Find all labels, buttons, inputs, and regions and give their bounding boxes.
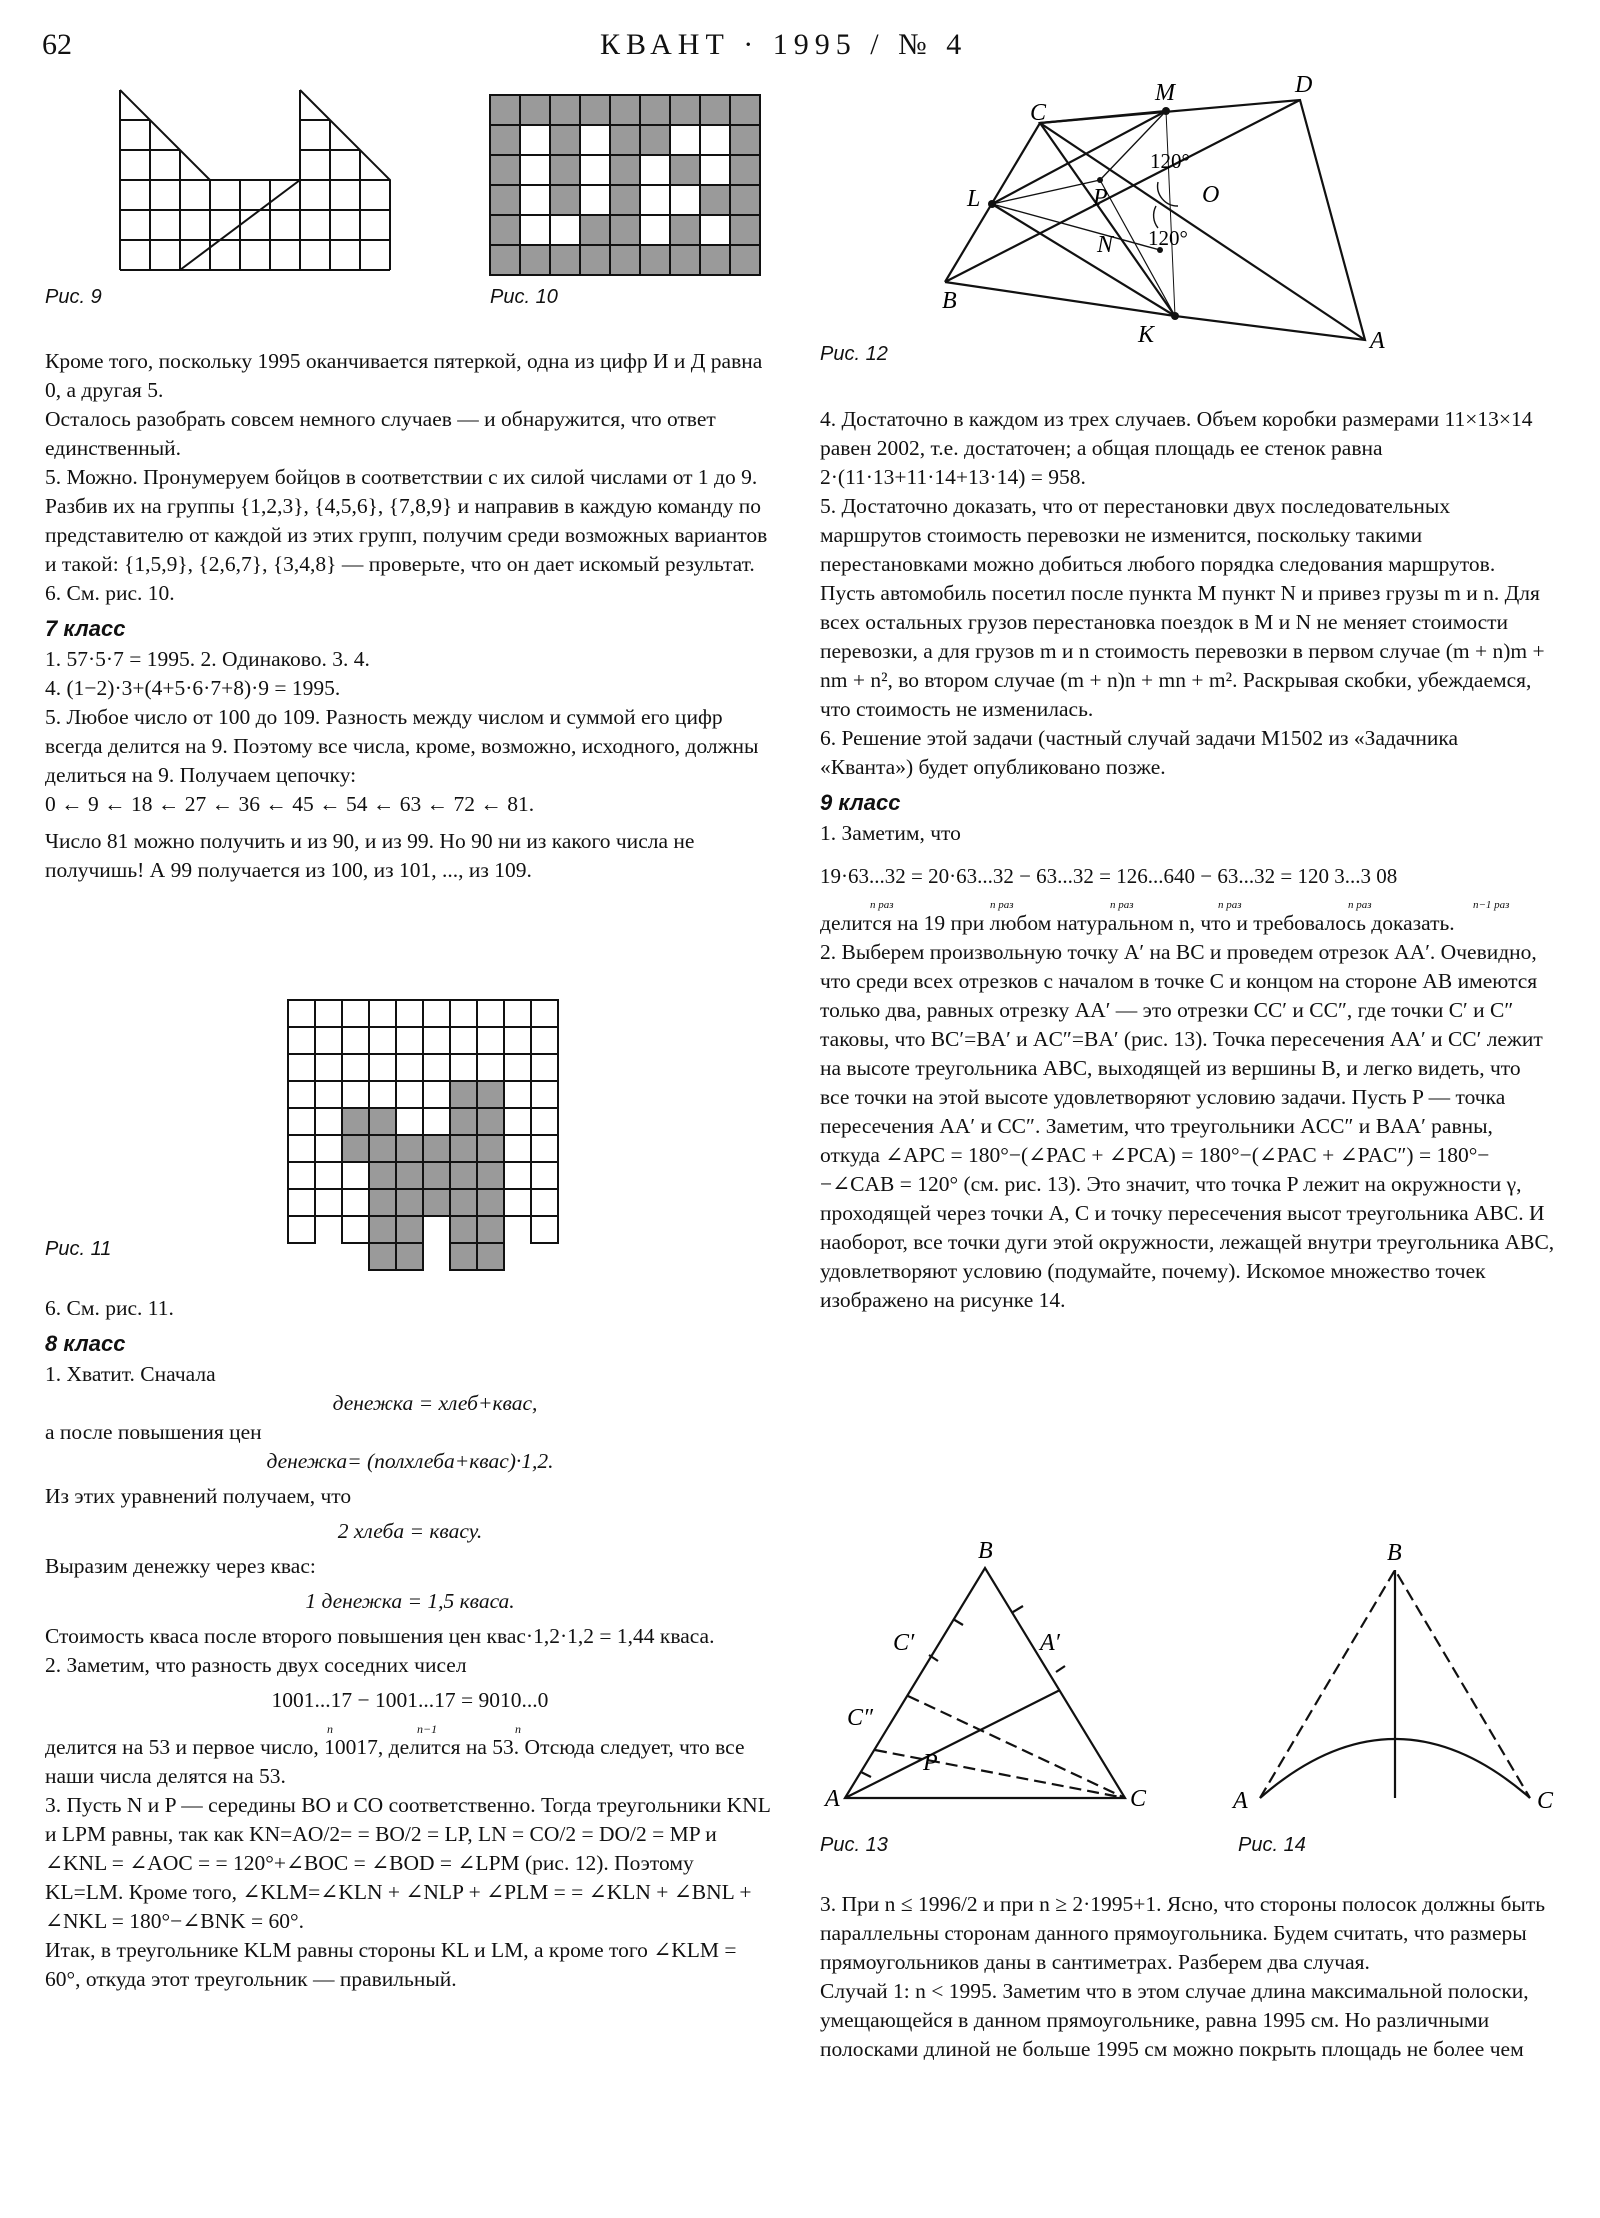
fig10-cell: [550, 245, 580, 275]
fig12-angle-upper: 120°: [1150, 149, 1190, 173]
fig11-cell: [288, 1108, 315, 1135]
under-4: n раз: [1218, 899, 1242, 911]
fig13-label-C2: C″: [847, 1705, 874, 1731]
fig11-cell: [450, 1162, 477, 1189]
fig11-cell: [369, 1189, 396, 1216]
fig11-cell: [315, 1081, 342, 1108]
fig11-cell: [450, 1108, 477, 1135]
fig11-cell: [477, 1054, 504, 1081]
fig11-cell: [477, 1108, 504, 1135]
fig10-cell: [580, 215, 610, 245]
left-p16: 2. Заметим, что разность двух соседних чисел: [45, 1653, 467, 1677]
fig11-cell: [369, 1108, 396, 1135]
fig10-cell: [550, 95, 580, 125]
fig10-cell: [640, 185, 670, 215]
right-p1: 4. Достаточно в каждом из трех случаев. Объем коробки размерами 11×13×14 равен 2002, т.е. достаточен; а общая площадь ее стенок равна 2·(11·13+11·14+13·14) = 958.: [820, 407, 1533, 489]
page-number: 62: [42, 28, 72, 61]
figure-14: [1225, 1540, 1565, 1820]
fig11-cell: [423, 1054, 450, 1081]
fig12-label-K: K: [1138, 322, 1155, 348]
fig10-cell: [550, 155, 580, 185]
fig12-label-O: O: [1202, 182, 1220, 208]
under-3: n раз: [1110, 899, 1134, 911]
fig11-cell: [369, 1000, 396, 1027]
right-p7: 3. При n ≤ 1996/2 и при n ≥ 2·1995+1. Ясно, что стороны полосок должны быть параллельны сторонам данного прямоугольника. Будем считать, что размеры прямоугольников даны в сантиметрах. Разберем два случая.: [820, 1892, 1546, 1974]
fig10-cell: [610, 155, 640, 185]
fig11-cell: [477, 1243, 504, 1270]
fig10-cell: [640, 155, 670, 185]
fig11-cell: [396, 1243, 423, 1270]
formula-5-under: [45, 1715, 775, 1736]
fig11-cell: [342, 1081, 369, 1108]
fig11-cell: [504, 1054, 531, 1081]
fig10-cell: [520, 125, 550, 155]
fig11-cell: [531, 1108, 558, 1135]
fig10-cell: [730, 185, 760, 215]
fig11-cell: [477, 1081, 504, 1108]
right-column-lower: [820, 1890, 1555, 2064]
section-8-class: 8 класс: [45, 1331, 126, 1356]
fig9-caption: Рис. 9: [45, 286, 102, 308]
fig11-cell: [450, 1189, 477, 1216]
right-p4: 1. Заметим, что: [820, 821, 961, 845]
formula-5-under-2: n−1: [417, 1722, 438, 1736]
fig10-cell: [580, 125, 610, 155]
figure-11: [288, 1000, 558, 1250]
fig10-cell: [700, 95, 730, 125]
fig12-label-M: M: [1155, 80, 1175, 106]
fig11-cell: [288, 1135, 315, 1162]
fig11-cell: [477, 1162, 504, 1189]
fig10-cell: [730, 155, 760, 185]
fig11-cell: [423, 1135, 450, 1162]
fig14-label-B: B: [1387, 1540, 1402, 1566]
fig11-cell: [315, 1108, 342, 1135]
fig11-cell: [504, 1189, 531, 1216]
fig10-cell: [670, 215, 700, 245]
fig11-cell: [396, 1000, 423, 1027]
section-9-class: 9 класс: [820, 790, 901, 815]
right-p8: Случай 1: n < 1995. Заметим что в этом случае длина максимальной полоски, умещающейся в данном прямоугольнике, равна 1995 см. Но различными полосками длиной не больше 1995 см можно покрыть площадь не более чем: [820, 1979, 1529, 2061]
left-p19: Итак, в треугольнике KLM равны стороны KL и LM, а кроме того ∠KLM = 60°, откуда этот треугольник — правильный.: [45, 1938, 737, 1991]
fig13-label-A: A: [825, 1786, 840, 1812]
fig11-cell: [396, 1135, 423, 1162]
fig11-cell: [342, 1054, 369, 1081]
fig11-cell: [342, 1000, 369, 1027]
under-5: n раз: [1348, 899, 1372, 911]
fig11-cell: [288, 1027, 315, 1054]
left-p10: 6. См. рис. 11.: [45, 1296, 174, 1320]
fig12-label-C: C: [1030, 100, 1047, 126]
fig11-cell: [531, 1162, 558, 1189]
fig10-cell: [520, 185, 550, 215]
fig10-cell: [610, 185, 640, 215]
fig11-cell: [396, 1027, 423, 1054]
fig10-cell: [640, 95, 670, 125]
left-p7: 5. Любое число от 100 до 109. Разность между числом и суммой его цифр всегда делится на 9. Поэтому все числа, кроме, возможно, исходного, должны делиться на 9. Получаем цепочку:: [45, 705, 759, 787]
left-p11: 1. Хватит. Сначала: [45, 1362, 216, 1386]
fig10-cell: [520, 155, 550, 185]
left-p6: 4. (1−2)·3+(4+5·6·7+8)·9 = 1995.: [45, 676, 341, 700]
left-column: [45, 347, 775, 885]
formula-9-1-under: [820, 891, 1555, 909]
fig10-cell: [700, 215, 730, 245]
fig11-cell: [450, 1027, 477, 1054]
fig11-cell: [315, 1054, 342, 1081]
fig11-cell: [504, 1108, 531, 1135]
fig10-cell: [730, 245, 760, 275]
fig11-cell: [504, 1000, 531, 1027]
fig10-cell: [580, 185, 610, 215]
fig11-cell: [396, 1162, 423, 1189]
fig11-cell: [315, 1162, 342, 1189]
fig10-cell: [730, 215, 760, 245]
fig11-cell: [450, 1054, 477, 1081]
left-p9: Число 81 можно получить и из 90, и из 99. Но 90 ни из какого числа не получишь! А 99 получается из 100, из 101, ..., из 109.: [45, 829, 695, 882]
fig14-label-A: A: [1233, 1788, 1248, 1814]
fig11-cell: [450, 1135, 477, 1162]
fig11-cell: [423, 1081, 450, 1108]
fig11-cell: [423, 1027, 450, 1054]
fig12-caption: Рис. 12: [820, 343, 888, 365]
fig10-cell: [730, 125, 760, 155]
fig11-cell: [450, 1216, 477, 1243]
fig11-cell: [477, 1000, 504, 1027]
fig11-cell: [531, 1081, 558, 1108]
fig10-cell: [520, 95, 550, 125]
formula-3: 2 хлеба = квасу.: [337, 1519, 483, 1543]
fig11-cell: [477, 1216, 504, 1243]
fig10-cell: [700, 185, 730, 215]
fig13-label-C1: C′: [893, 1630, 915, 1656]
fig11-cell: [423, 1108, 450, 1135]
fig10-cell: [550, 125, 580, 155]
formula-1: денежка = хлеб+квас,: [332, 1391, 538, 1415]
fig11-cell: [369, 1054, 396, 1081]
fig14-caption: Рис. 14: [1238, 1834, 1306, 1856]
journal-title: КВАНТ · 1995 / № 4: [600, 28, 968, 61]
left-p15: Стоимость кваса после второго повышения цен квас·1,2·1,2 = 1,44 кваса.: [45, 1624, 715, 1648]
fig11-cell: [504, 1135, 531, 1162]
fig11-cell: [477, 1189, 504, 1216]
left-p12: а после повышения цен: [45, 1420, 262, 1444]
fig11-cell: [423, 1162, 450, 1189]
fig11-cell: [531, 1189, 558, 1216]
fig10-cell: [490, 245, 520, 275]
fig10-cell: [550, 185, 580, 215]
formula-5: 1001...17 − 1001...17 = 9010...0: [271, 1688, 549, 1712]
fig11-cell: [531, 1027, 558, 1054]
fig10-cell: [610, 245, 640, 275]
right-p3: 6. Решение этой задачи (частный случай задачи М1502 из «Задачника «Кванта») будет опубликовано позже.: [820, 726, 1458, 779]
under-1: n раз: [870, 899, 894, 911]
under-2: n раз: [990, 899, 1014, 911]
fig12-label-A: A: [1370, 328, 1385, 354]
fig10-cell: [490, 125, 520, 155]
fig10-cell: [610, 125, 640, 155]
figure-10: [490, 95, 760, 275]
fig10-cell: [640, 245, 670, 275]
left-p5: 1. 57·5·7 = 1995. 2. Одинаково. 3. 4.: [45, 647, 370, 671]
fig10-cell: [490, 215, 520, 245]
fig11-cell: [288, 1000, 315, 1027]
fig11-cell: [396, 1216, 423, 1243]
right-column: [820, 405, 1555, 1315]
section-7-class: 7 класс: [45, 616, 126, 641]
fig10-cell: [550, 215, 580, 245]
left-p2: Осталось разобрать совсем немного случаев — и обнаружится, что ответ единственный.: [45, 407, 716, 460]
fig11-cell: [342, 1162, 369, 1189]
fig10-cell: [700, 245, 730, 275]
fig11-cell: [342, 1189, 369, 1216]
fig10-cell: [700, 155, 730, 185]
fig10-caption: Рис. 10: [490, 286, 558, 308]
fig12-angle-lower: 120°: [1148, 226, 1188, 250]
right-p5: делится на 19 при любом натуральном n, что и требовалось доказать.: [820, 911, 1455, 935]
fig11-cell: [288, 1189, 315, 1216]
fig12-label-L: L: [967, 186, 981, 212]
fig11-cell: [369, 1216, 396, 1243]
fig13-caption: Рис. 13: [820, 1834, 888, 1856]
fig11-cell: [450, 1243, 477, 1270]
fig11-cell: [477, 1027, 504, 1054]
fig11-cell: [369, 1081, 396, 1108]
left-column-lower: [45, 1294, 775, 1994]
fig13-label-B: B: [978, 1538, 993, 1564]
right-p6: 2. Выберем произвольную точку A′ на BC и проведем отрезок AA′. Очевидно, что среди всех отрезков с началом в точке C и концом на стороне AB имеются только два, равных отрезку AA′ — это отрезки CC′ и CC″, где точки C′ и C″ таковы, что BC′=BA′ и AC″=BA′ (рис. 13). Точка пересечения AA′ и CC′ лежит на высоте треугольника ABC, выходящей из вершины B, и легко видеть, что все точки на этой высоте удовлетворяют условию задачи. Пусть P — точка пересечения AA′ и CC″. Заметим, что треугольники ACC″ и BAA′ равны, откуда ∠APC = 180°−(∠PAC + ∠PCA) = 180°−(∠PAC + ∠PAC″) = 180°− −∠CAB = 120° (см. рис. 13). Это значит, что точка P лежит на окружности γ, проходящей через точки A, C и точку пересечения высот треугольника ABC. И наоборот, все точки дуги этой окружности, лежащей внутри треугольника ABC, удовлетворяют условию (подумайте, почему). Искомое множество точек изображено на рисунке 14.: [820, 940, 1555, 1312]
fig11-cell: [504, 1162, 531, 1189]
fig11-cell: [342, 1108, 369, 1135]
fig10-cell: [490, 185, 520, 215]
figure-12: [930, 72, 1430, 354]
fig10-cell: [670, 245, 700, 275]
fig11-cell: [531, 1135, 558, 1162]
formula-5-under-1: n: [327, 1722, 333, 1736]
fig10-cell: [670, 95, 700, 125]
left-p1: Кроме того, поскольку 1995 оканчивается пятеркой, одна из цифр И и Д равна 0, а другая 5.: [45, 349, 763, 402]
fig12-label-P: P: [1093, 185, 1108, 211]
fig11-cell: [531, 1054, 558, 1081]
left-p8: 0 ← 9 ← 18 ← 27 ← 36 ← 45 ← 54 ← 63 ← 72 ← 81.: [45, 792, 535, 816]
left-p4: 6. См. рис. 10.: [45, 581, 175, 605]
formula-9-1: 19·63...32 = 20·63...32 − 63...32 = 126...640 − 63...32 = 120 3...3 08: [820, 864, 1398, 888]
fig11-cell: [504, 1027, 531, 1054]
fig11-cell: [369, 1027, 396, 1054]
fig11-cell: [423, 1189, 450, 1216]
fig10-cell: [610, 215, 640, 245]
left-p3: 5. Можно. Пронумеруем бойцов в соответствии с их силой числами от 1 до 9. Разбив их на группы {1,2,3}, {4,5,6}, {7,8,9} и направив в каждую команду по представителю от каждой из этих групп, получим среди возможных вариантов и такой: {1,5,9}, {2,6,7}, {3,4,8} — проверьте, что он дает искомый результат.: [45, 465, 768, 576]
fig11-cell: [288, 1216, 315, 1243]
formula-4: 1 денежка = 1,5 кваса.: [305, 1589, 515, 1613]
formula-2: денежка= (полхлеба+квас)·1,2.: [266, 1449, 554, 1473]
fig10-cell: [640, 125, 670, 155]
fig11-cell: [369, 1135, 396, 1162]
fig11-cell: [531, 1000, 558, 1027]
under-6: n−1 раз: [1473, 899, 1510, 911]
fig11-cell: [396, 1081, 423, 1108]
fig10-cell: [640, 215, 670, 245]
fig13-label-P: P: [923, 1750, 938, 1776]
fig12-label-N: N: [1097, 232, 1114, 258]
fig11-cell: [369, 1162, 396, 1189]
fig10-cell: [670, 185, 700, 215]
fig10-cell: [520, 215, 550, 245]
fig11-cell: [315, 1135, 342, 1162]
fig10-cell: [520, 245, 550, 275]
left-p18: 3. Пусть N и P — середины BO и CO соответственно. Тогда треугольники KNL и LPM равны, так как KN=AO/2= = BO/2 = LP, LN = CO/2 = DO/2 = MP и ∠KNL = ∠AOC = = 120°+∠BOC = ∠BOD = ∠LPM (рис. 12). Поэтому KL=LM. Кроме того, ∠KLM=∠KLN + ∠NLP + ∠PLM = = ∠KLN + ∠BNL + ∠NKL = 180°−∠BNK = 60°.: [45, 1793, 771, 1933]
figure-13: [825, 1540, 1145, 1820]
fig11-cell: [450, 1081, 477, 1108]
fig12-label-D: D: [1295, 72, 1313, 98]
fig10-cell: [580, 155, 610, 185]
fig14-label-C: C: [1537, 1788, 1554, 1814]
fig11-cell: [531, 1216, 558, 1243]
fig10-cell: [490, 155, 520, 185]
fig10-cell: [610, 95, 640, 125]
left-p13: Из этих уравнений получаем, что: [45, 1484, 352, 1508]
figure-9: [120, 90, 390, 270]
fig11-cell: [342, 1027, 369, 1054]
fig11-cell: [396, 1108, 423, 1135]
fig11-cell: [315, 1189, 342, 1216]
fig11-cell: [315, 1000, 342, 1027]
fig11-cell: [288, 1081, 315, 1108]
fig10-cell: [580, 95, 610, 125]
formula-5-under-3: n: [515, 1722, 521, 1736]
fig10-cell: [700, 125, 730, 155]
left-p17: делится на 53 и первое число, 10017, делится на 53. Отсюда следует, что все наши числа делятся на 53.: [45, 1735, 745, 1788]
left-p14: Выразим денежку через квас:: [45, 1554, 316, 1578]
fig11-cell: [288, 1054, 315, 1081]
right-p2: 5. Достаточно доказать, что от перестановки двух последовательных маршрутов стоимость перевозки не изменится, поскольку такими перестановками можно добиться любого порядка следования маршрутов. Пусть автомобиль посетил после пункта M пункт N и привез грузы m и n. Для всех остальных грузов перестановка поездок в M и N не меняет стоимости перевозки, а для грузов m и n стоимость перевозки в первом случае (m + n)m + nm + n², во втором случае (m + n)n + mn + m². Раскрывая скобки, убеждаемся, что стоимость не изменилась.: [820, 494, 1545, 721]
fig11-cell: [504, 1081, 531, 1108]
fig13-label-C: C: [1130, 1786, 1147, 1812]
fig11-cell: [315, 1027, 342, 1054]
fig10-cell: [730, 95, 760, 125]
fig10-cell: [490, 95, 520, 125]
fig11-cell: [342, 1216, 369, 1243]
fig10-cell: [580, 245, 610, 275]
fig11-cell: [450, 1000, 477, 1027]
fig12-label-B: B: [942, 288, 957, 314]
fig11-cell: [396, 1054, 423, 1081]
fig10-cell: [670, 125, 700, 155]
fig11-caption: Рис. 11: [45, 1238, 112, 1260]
fig11-cell: [342, 1135, 369, 1162]
fig13-label-A1: A′: [1040, 1630, 1060, 1656]
fig11-cell: [288, 1162, 315, 1189]
fig11-cell: [396, 1189, 423, 1216]
fig11-cell: [477, 1135, 504, 1162]
fig10-cell: [670, 155, 700, 185]
fig11-cell: [423, 1000, 450, 1027]
fig11-cell: [369, 1243, 396, 1270]
